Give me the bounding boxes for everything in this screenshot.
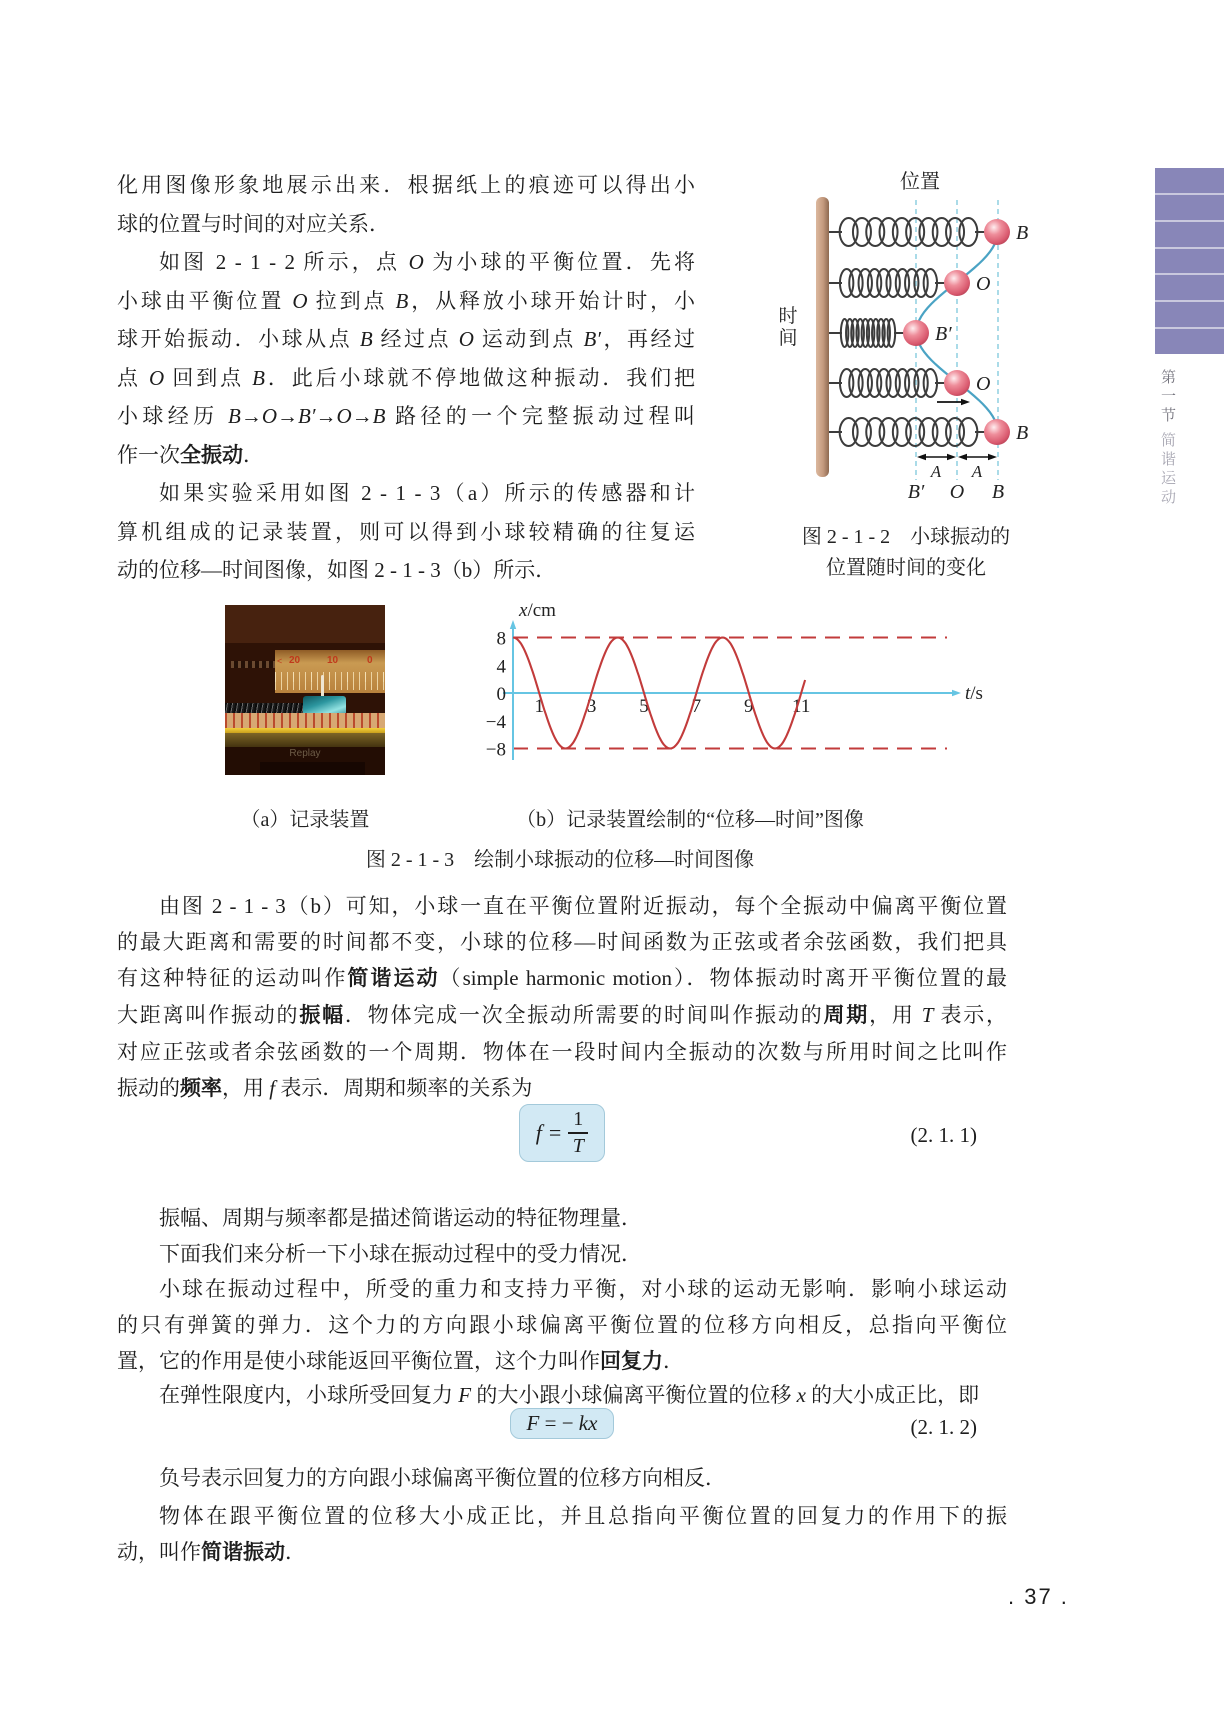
fraction	[568, 1109, 588, 1157]
photo-ruler	[275, 650, 385, 693]
ruler-number: 10	[327, 655, 339, 666]
body-paragraph: 由图 2 - 1 - 3（b）可知，小球一直在平衡位置附近振动，每个全振动中偏离平衡位置 的最大距离和需要的时间都不变，小球的位移—时间函数为正弦或者余弦函数，我们把具 有这种特征的运动叫作简谐运动（simple harmonic motion）．物体振动时离开平衡位置的最 大距离叫作振动的振幅．物体完成一次全振动所需要的时间叫作振动的周期，用 T 表示， 对应正弦或者余弦函数的一个周期．物体在一段时间内全振动的次数与所用时间之比叫作 振动的频率，用 f 表示．周期和频率的关系为	[117, 894, 1008, 1100]
fraction-bar	[568, 1132, 588, 1134]
body-paragraph: 化用图像形象地展示出来．根据纸上的痕迹可以得出小 球的位置与时间的对应关系．	[117, 173, 695, 236]
chapter-tab-segment	[1155, 302, 1224, 327]
svg-text:1: 1	[534, 696, 544, 717]
svg-text:A: A	[971, 462, 983, 481]
svg-text:8: 8	[496, 628, 506, 650]
photo-track	[225, 713, 385, 728]
chapter-tab-segment	[1155, 195, 1224, 220]
fraction-denominator: T	[572, 1134, 584, 1157]
svg-text:时: 时	[778, 306, 798, 327]
svg-text:O: O	[976, 373, 991, 395]
ruler-arrow: <	[277, 656, 283, 666]
svg-text:7: 7	[691, 696, 702, 717]
ruler-number: 20	[289, 655, 301, 666]
chapter-tab-segment	[1155, 168, 1224, 193]
svg-text:O: O	[976, 273, 991, 295]
svg-text:3: 3	[586, 696, 597, 717]
x-t-plot	[485, 600, 995, 790]
section-title-vertical: 简谐运动	[1159, 432, 1176, 508]
spring-oscillation-diagram	[770, 170, 1042, 515]
body-paragraph: 物体在跟平衡位置的位移大小成正比，并且总指向平衡位置的回复力的作用下的振 动，叫作简谐振动．	[117, 1504, 1007, 1564]
equation-2-1-2-number: (2. 1. 2)	[910, 1415, 977, 1439]
figure-2-1-3-caption: 图 2 - 1 - 3 绘制小球振动的位移—时间图像	[365, 849, 755, 871]
equation-2-1-2-row	[117, 1408, 1007, 1439]
chapter-tab-blocks	[1155, 168, 1224, 354]
body-paragraph: 如果实验采用如图 2 - 1 - 3（a）所示的传感器和计 算机组成的记录装置，则可以得到小球较精确的往复运 动的位移—时间图像，如图 2 - 1 - 3（b）所示．	[117, 481, 695, 582]
chapter-tab-segment	[1155, 329, 1224, 354]
svg-text:5: 5	[639, 696, 649, 717]
body-paragraph: 如图 2 - 1 - 2 所示，点 O 为小球的平衡位置．先将 小球由平衡位置 O 拉到点 B，从释放小球开始计时，小 球开始振动．小球从点 B 经过点 O 运动到点 B′，再经过 点 O 回到点 B．此后小球就不停地做这种振动．我们把 小球经历 B→O→B′→O→B 路径的一个完整振动过程叫 作一次全振动．	[117, 250, 696, 467]
body-paragraph: 在弹性限度内，小球所受回复力 F 的大小跟小球偏离平衡位置的位移 x 的大小成正比，即	[159, 1383, 980, 1407]
body-paragraph: 负号表示回复力的方向跟小球偏离平衡位置的位移方向相反．	[159, 1466, 726, 1490]
figure-2-1-2-caption-line2: 位置随时间的变化	[826, 557, 986, 579]
body-paragraph: 振幅、周期与频率都是描述简谐运动的特征物理量．	[159, 1206, 642, 1230]
svg-text:B: B	[1016, 222, 1029, 244]
chapter-tab-segment	[1155, 275, 1224, 300]
fraction-numerator: 1	[573, 1108, 584, 1130]
svg-text:4: 4	[496, 656, 506, 678]
body-paragraph: 下面我们来分析一下小球在振动过程中的受力情况．	[159, 1242, 642, 1266]
svg-text:11: 11	[792, 696, 811, 717]
equation-2-1-1-row	[117, 1104, 1007, 1162]
svg-text:A: A	[930, 462, 942, 481]
photo-base-slot	[260, 762, 365, 775]
section-number-vertical: 第一节	[1159, 369, 1176, 426]
ruler-ticks-major	[275, 672, 385, 682]
page-number: . 37 .	[1008, 1584, 1069, 1609]
photo-platform	[225, 733, 385, 747]
svg-text:B′: B′	[935, 323, 952, 345]
svg-text:O: O	[949, 481, 965, 503]
figure-2-1-2-caption-line1: 图 2 - 1 - 2 小球振动的	[801, 526, 1011, 548]
figure-2-1-3b-caption: （b）记录装置绘制的“位移—时间”图像	[516, 809, 864, 831]
recording-apparatus-photo	[225, 605, 385, 775]
svg-text:B′: B′	[907, 481, 925, 503]
svg-text:间: 间	[778, 328, 798, 349]
equation-2-1-1	[519, 1104, 606, 1162]
equation-2-1-2: F = − kx	[510, 1408, 615, 1439]
svg-text:−4: −4	[485, 711, 506, 733]
svg-text:0: 0	[496, 684, 506, 705]
chapter-tab-segment	[1155, 222, 1224, 247]
eq-sign: =	[548, 1119, 562, 1145]
svg-text:位置: 位置	[900, 171, 940, 193]
svg-text:B: B	[1016, 422, 1029, 444]
ruler-number: 0	[367, 655, 373, 666]
svg-text:t/s: t/s	[965, 683, 983, 704]
svg-text:B: B	[991, 481, 1005, 503]
eq-lhs: f	[535, 1119, 542, 1145]
chapter-tab-segment	[1155, 249, 1224, 274]
displacement-time-graph	[485, 600, 995, 790]
photo-replay-label: Replay	[289, 748, 321, 759]
svg-text:x/cm: x/cm	[519, 600, 556, 621]
svg-text:−8: −8	[485, 739, 506, 761]
figure-2-1-2	[770, 170, 1042, 610]
page-content	[117, 165, 1029, 1615]
photo-rod	[231, 661, 275, 668]
svg-text:9: 9	[744, 696, 754, 717]
figure-2-1-3a-caption: （a）记录装置	[240, 809, 370, 831]
equation-2-1-1-number: (2. 1. 1)	[910, 1123, 977, 1147]
body-paragraph: 小球在振动过程中，所受的重力和支持力平衡，对小球的运动无影响．影响小球运动 的只有弹簧的弹力．这个力的方向跟小球偏离平衡位置的位移方向相反，总指向平衡位 置，它的作用是使小球能返回平衡位置，这个力叫作回复力．	[117, 1277, 1007, 1373]
